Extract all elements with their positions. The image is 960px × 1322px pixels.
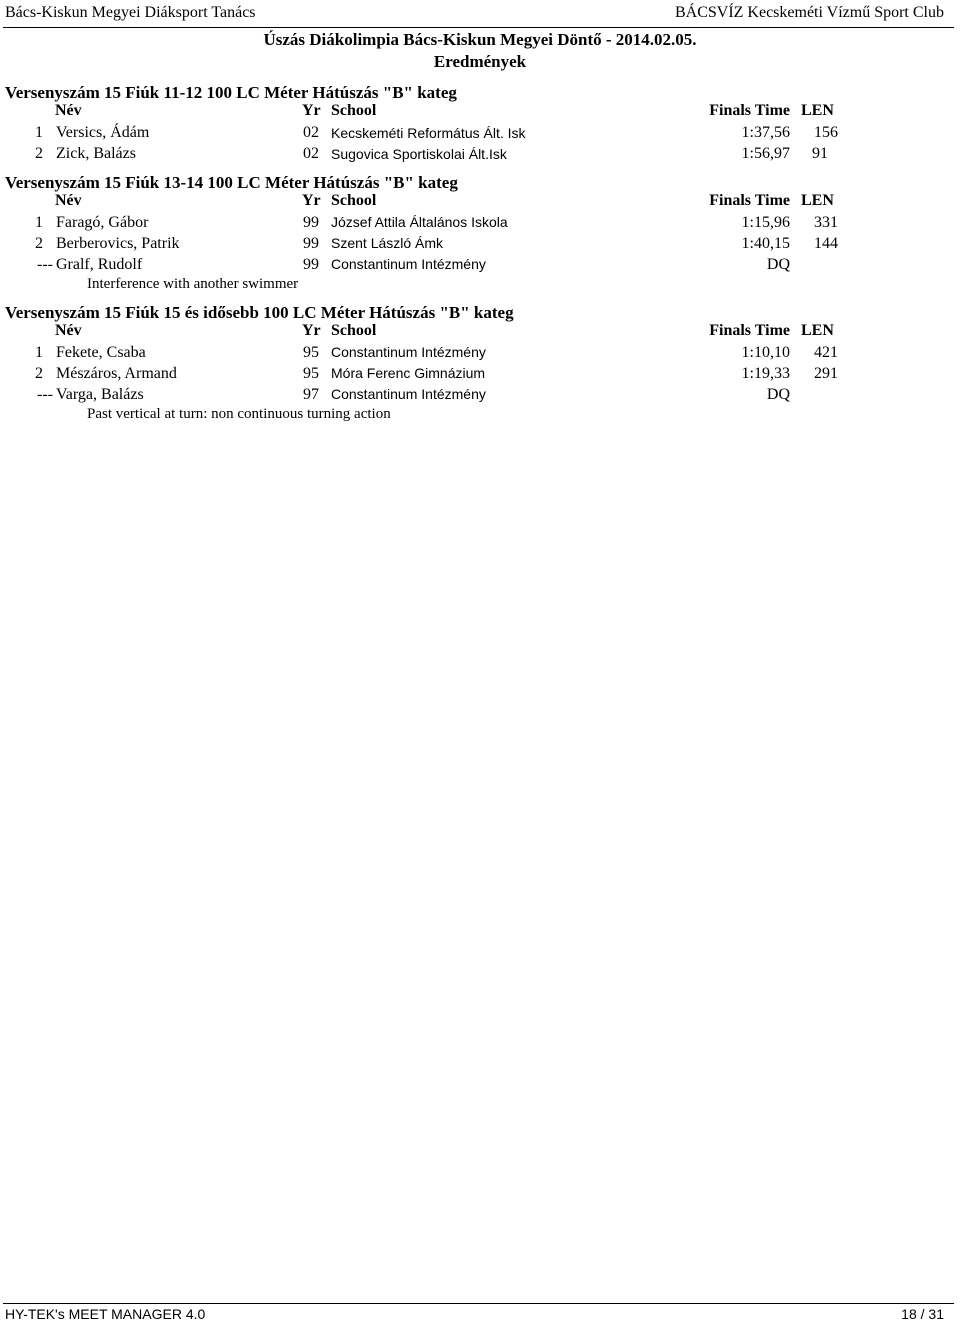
results-title: Eredmények [433, 52, 527, 71]
len-points: 331 [814, 214, 838, 231]
place: 2 [35, 365, 43, 382]
footer-page-number: 18 / 31 [901, 1306, 944, 1322]
header-host-club: BÁCSVÍZ Kecskeméti Vízmű Sport Club [674, 4, 944, 21]
school-name: Sugovica Sportiskolai Ált.Isk [331, 146, 507, 162]
column-header-school: School [331, 322, 377, 339]
place: 1 [35, 214, 43, 231]
finals-time: 1:15,96 [741, 214, 790, 231]
meet-title: Úszás Diákolimpia Bács-Kiskun Megyei Döntő - 2014.02.05. [263, 30, 697, 49]
swimmer-name: Faragó, Gábor [56, 214, 149, 231]
place: 1 [35, 344, 43, 361]
column-header-yr: Yr [302, 102, 321, 119]
finals-time: DQ [766, 386, 790, 403]
column-header-time: Finals Time [709, 322, 790, 339]
column-header-yr: Yr [302, 322, 321, 339]
swimmer-name: Zick, Balázs [56, 145, 136, 162]
place: 2 [35, 235, 43, 252]
school-name: Kecskeméti Református Ált. Isk [331, 125, 526, 141]
birth-year: 97 [303, 386, 319, 403]
birth-year: 99 [303, 256, 319, 273]
len-points: 156 [814, 124, 838, 141]
column-header-time: Finals Time [709, 102, 790, 119]
column-header-school: School [331, 102, 377, 119]
place: 1 [35, 124, 43, 141]
len-points: 91 [812, 145, 828, 162]
school-name: Constantinum Intézmény [331, 344, 486, 360]
column-header-name: Név [55, 102, 82, 119]
birth-year: 02 [303, 145, 319, 162]
column-header-name: Név [55, 322, 82, 339]
footer-software: HY-TEK's MEET MANAGER 4.0 [5, 1306, 206, 1322]
header-divider [3, 27, 954, 28]
len-points: 421 [814, 344, 838, 361]
place: --- [37, 256, 53, 273]
place: 2 [35, 145, 43, 162]
column-header-school: School [331, 192, 377, 209]
column-header-len: LEN [801, 322, 834, 339]
birth-year: 95 [303, 365, 319, 382]
swimmer-name: Berberovics, Patrik [56, 235, 180, 252]
school-name: Móra Ferenc Gimnázium [331, 365, 486, 381]
birth-year: 95 [303, 344, 319, 361]
event-title: Versenyszám 15 Fiúk 13-14 100 LC Méter Hátúszás "B" kateg [5, 173, 458, 192]
column-header-name: Név [55, 192, 82, 209]
column-header-len: LEN [801, 192, 834, 209]
school-name: Szent László Ámk [331, 235, 444, 251]
finals-time: 1:10,10 [741, 344, 790, 361]
finals-time: 1:19,33 [741, 365, 790, 382]
school-name: Constantinum Intézmény [331, 256, 486, 272]
column-header-time: Finals Time [709, 192, 790, 209]
swimmer-name: Gralf, Rudolf [56, 256, 143, 273]
swimmer-name: Fekete, Csaba [56, 344, 146, 361]
finals-time: 1:40,15 [741, 235, 790, 252]
school-name: József Attila Általános Iskola [331, 214, 508, 230]
dq-reason: Past vertical at turn: non continuous turning action [87, 406, 391, 422]
column-header-len: LEN [801, 102, 834, 119]
place: --- [37, 386, 53, 403]
len-points: 144 [814, 235, 838, 252]
birth-year: 99 [303, 235, 319, 252]
finals-time: 1:37,56 [741, 124, 790, 141]
event-title: Versenyszám 15 Fiúk 15 és idősebb 100 LC Méter Hátúszás "B" kateg [5, 303, 514, 322]
school-name: Constantinum Intézmény [331, 386, 486, 402]
finals-time: 1:56,97 [741, 145, 790, 162]
dq-reason: Interference with another swimmer [87, 276, 299, 292]
swimmer-name: Varga, Balázs [56, 386, 144, 403]
footer-divider [3, 1303, 954, 1304]
header-organizer: Bács-Kiskun Megyei Diáksport Tanács [5, 4, 256, 21]
column-header-yr: Yr [302, 192, 321, 209]
event-title: Versenyszám 15 Fiúk 11-12 100 LC Méter Hátúszás "B" kateg [5, 83, 457, 102]
len-points: 291 [814, 365, 838, 382]
birth-year: 99 [303, 214, 319, 231]
birth-year: 02 [303, 124, 319, 141]
finals-time: DQ [766, 256, 790, 273]
swimmer-name: Mészáros, Armand [56, 365, 177, 382]
swimmer-name: Versics, Ádám [56, 124, 150, 141]
